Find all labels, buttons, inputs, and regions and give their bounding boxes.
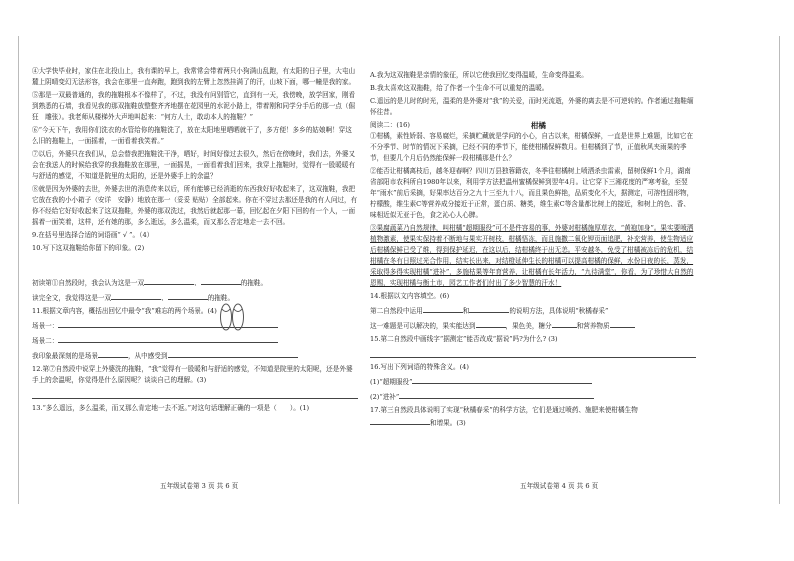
option-b: B.我太喜欢这双拖鞋，给了作者一个生命不可以重复的温暖。 [370,84,549,92]
impression-line: 我印象最深刻的是场景 ，从中感受到 [32,349,358,362]
question-14: 14.根据以文内容填空。(6) [370,292,450,300]
answer-blank[interactable] [552,319,577,328]
answer-blank[interactable] [469,304,509,313]
right-page [370,70,696,431]
scene-one: 场景一： [32,319,358,332]
question-16-b: (2)“进补” [370,390,696,403]
question-16-a: (1)“超期服役” [370,375,696,388]
answer-blank[interactable] [370,416,430,425]
answer-blank[interactable] [423,304,463,313]
answer-blank[interactable] [476,319,506,328]
image-space [32,256,358,276]
question-15: 15.第二自然段中画线字“据测定”能否改成“据说”吗?为什么? (3) [370,335,558,343]
answer-blank[interactable] [98,349,128,358]
answer-blank[interactable] [201,276,241,285]
reading-header: 阅读二：(16) 柑橘 [370,121,546,130]
paragraph-8: ⑧就是因为外婆的去世，外婆去世的消息传来以后，所有能够已经消逝的东西我好好收起来了，这双拖鞋，我把它放在我的小小箱子（安详 安静）地放在那一（妥妥 贴贴）全部起来。你在不穿过去那还是我的有人问过，有你不经给它好好收起来了这双拖鞋，外婆的那双洗过，我然后就起那一幕，回忆起在夕阳下回的有一个人，一面摇着一面笑着，这样，还有她的那，多么逝远，多么温柔，而又那么否定地走一去不回。 [32,185,358,226]
answer-blank[interactable] [412,375,592,384]
question-12: 12.第⑦自然段中说穿上外婆洗的拖鞋，“我”觉得有一股暖和与舒适的感觉，不知道是院里的太阳呢，还是外婆手上的余温呢，你觉得是什么原因呢？谈谈自己的理解。(3) [32,365,353,384]
question-9: 9.在括号里选择合适的词语画“ √ ”。（4） [32,231,154,239]
answer-blank[interactable] [399,390,594,399]
question-14-line-a: 第二自然段中运用 和 的说明方法，具体说明“秋橘春采” [370,304,696,317]
option-a: A.我为这双拖鞋是亲情的象征，所以它使我回忆变得温暖，生命变得温柔。 [370,71,588,79]
question-17: 17.第三自然段具体说明了实现“秋橘春采”的科学方法，它们是通过喷药、施肥来使柑橘生物和增果。(3) [370,406,638,427]
question-16: 16.写出下列词语的特殊含义。(4) [370,363,469,371]
question-10: 10.写下这双拖鞋给你留下的印象。(2) [32,244,145,252]
page-footer-right: 五年级试卷第 4 页 共 6 页 [520,482,599,490]
paragraph-7: ⑦以后，外婆只在我们从，总会替我把拖鞋洗干净，晒好，时间好像过去很久，然后在傍晚时，我们去，外婆又会在我送人的时候给我穿的我拖鞋放在那里，一面摇晃，一面看着我们回来，我穿上拖鞋时，觉得有一股暖暖有与舒适的感觉，不知道是院里的太阳的，还是外婆手上的余温？ [32,150,356,180]
answer-blank[interactable] [168,291,208,300]
scene-two: 场景二： [32,334,358,347]
answer-blank[interactable] [168,349,298,358]
answer-line[interactable] [32,388,358,399]
paragraph-5: ⑤那是一双最普通的，我的拖鞋根本不像样了，不过，我没有问别管它，直到有一天，我傍晚，放学回家，刚看到熟悉的石墙，我看见我的那双拖鞋放整整齐齐地摆在花园里的水泥小路上，带着刚和同学分手后的那一点（倔狂 雕张）。我老师从楼梯外大声地叫起来：“何方人士，敢动本人的拖鞋？” [32,91,356,121]
page-footer-left: 五年级试卷第 3 页 共 6 页 [160,482,239,490]
answer-blank[interactable] [111,291,161,300]
question-11: 11.根据文章内容，概括出回忆中最令“我”难忘的两个场景。(4) [32,307,217,315]
left-page [32,66,358,416]
option-c: C.遥远的是儿时的时光，温柔的是外婆对“我”的关爱，而时光流逝，外婆的离去是不可逆转的。作者通过拖鞋缅怀往昔。 [370,97,694,116]
slippers-illustration [215,299,249,333]
answer-line[interactable] [370,347,696,358]
paragraph-6: ⑥“今天下午，我用你们洗衣的水管给你的拖鞋洗了，放在太阳地里晒晒就干了，多方便！多乡的姑娘啊！穿这么旧的拖鞋上，一面摇着，一面看着我笑着。” [32,126,352,145]
question-13: 13.“多么遥远，多么温柔，而又那么肯定地一去不返。”对这句话理解正确的一项是（ ）。(1) [32,404,310,412]
answer-blank[interactable] [144,276,194,285]
question-14-line-b: 这一难题是可以解决的，果实能达到 ，果色美，糖分 和营养物质 [370,319,696,332]
question-10-line-b: 读完全文，我觉得这是一双 、 的拖鞋。 [32,291,358,304]
passage-paragraph-1: ①柑橘，素性娇弱、容易腐烂，采摘贮藏就是学问的小心，自古以来，柑橘保鲜，一直是世界上难题，比如它在不分季节、时节的情况下采摘，已经不同的季节下，能使柑橘保鲜数月。但柑橘到了节，正值秋风夹雨果的季节，但要几个月后仍然能保鲜一段柑橘那是什么？ [370,132,694,162]
answer-blank[interactable] [610,319,635,328]
passage-title: 柑橘 [530,121,546,130]
passage-paragraph-2: ②能否让柑橘离枝后，越冬迎春啊？四川万县独蓉籍农，冬季往柑橘树上喷洒杀虫雷素，留树保鲜1个月，湖南省部阳市农科所自1980年以来，利用学方法把温州蜜橘保鲜到翌年4月。让它穿下三湘花度的严寒考验，至翌年“雨水”前后采摘，好果率达百分之九十三至九十八，而且果色鲜艳，品质变化不大，据测定，可溶性固形物，柠檬酸，维生素C等营养成分接近于正常，蛋白质、糖类，维生素C等含量都比树上的接近，和树上的色、香、味相近似无亚于色，食之沁心人心脾。 [370,167,694,219]
paragraph-4: ④大学快毕业时，家住在北投山上，我有课的早上，我常常会带着两只小狗满山乱跑，有太阳的日子里，大屯山麓上阴晴变幻无法形容，我会在那里一直奔跑，跑到我的左臂上忽然挂满了的汗，山坡下面，哪一幢是我的家。 [32,67,356,86]
passage-paragraph-3: ③果腐蔬菜乃自然规律，叫柑橘“超期服役”可不是件容易的事，外婆对柑橘施厚草衣，“黄袍加身”。果实要喷洒植物激素，使果实保持着不断地与果实开树枝，柑橘悟冻，而且施撒二氧化钾页面追肥，补充营养，使生物适应后柑橘保鲜已受了维，得到保护延迟，在这以后，结柑橘终于出无恙。平安越冬，免受了柑橘被冻后的危机，结柑橘在冬有日照过光合作用，结实长出来，对结橙延伸生长的柑橘可以提高柑橘的保鲜，水份日夜的长，蒸发，采取得多得实现柑橘“进补”，多施枯果等年育营养，让柑橘有长年活力，“九待满堂”，你看，为了珍惜大自然的恩赐，实现柑橘与衡土市，园艺工作者们付出了多少智慧的汗水！ [370,224,694,287]
question-10-line-a: 初读第①自然段时，我会认为这是一双 、 的拖鞋。 [32,276,358,289]
answer-blank[interactable] [58,334,278,343]
